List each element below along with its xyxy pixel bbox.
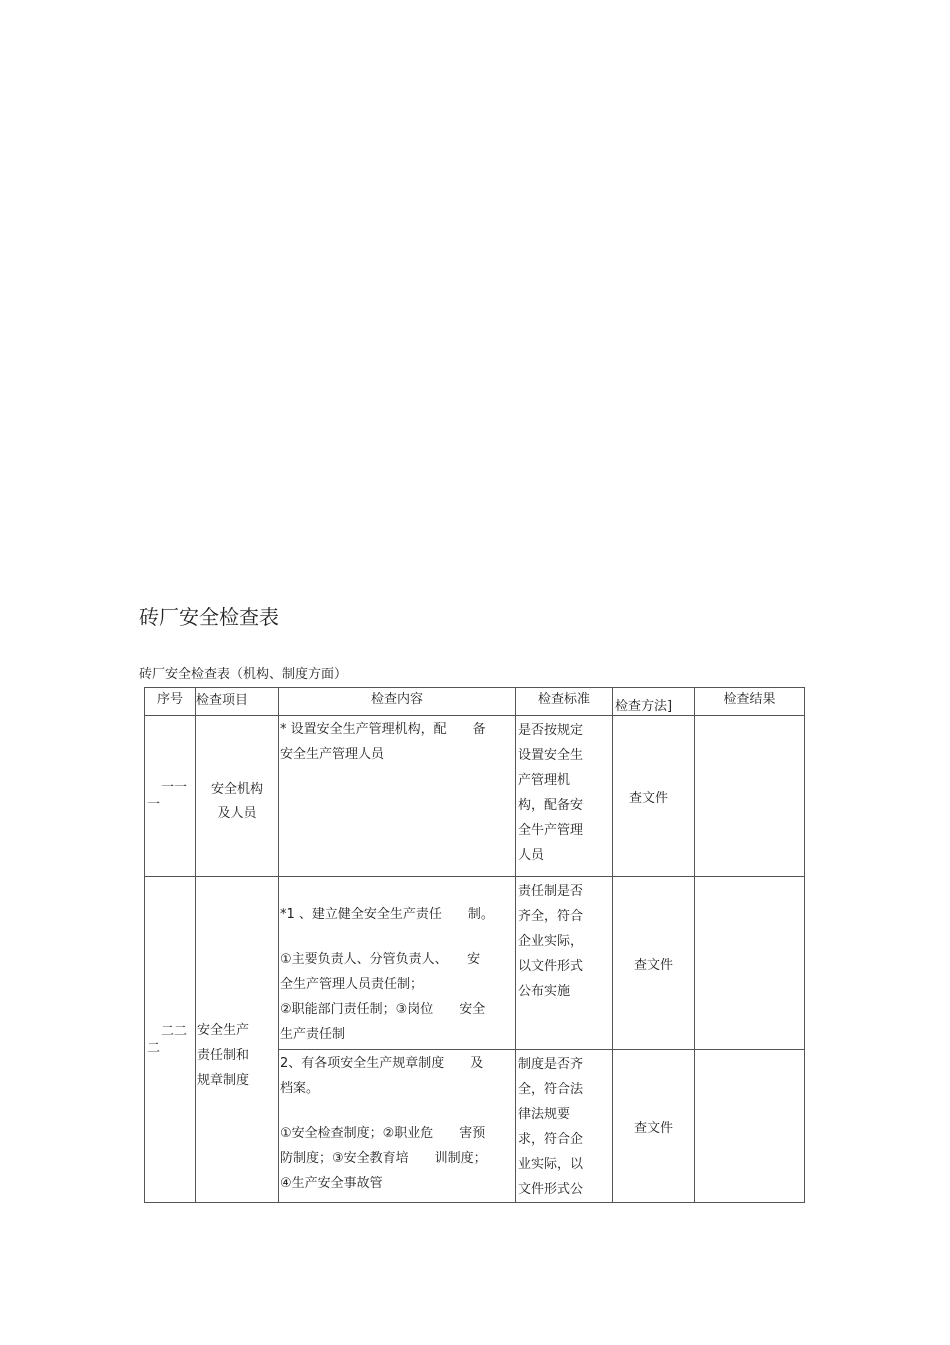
content-line: 全生产管理人员责任制； bbox=[280, 977, 424, 992]
item-line: 责任制和 bbox=[197, 1048, 250, 1063]
header-method: 检查方法] bbox=[613, 688, 695, 716]
row-method: 查文件 bbox=[613, 1050, 695, 1203]
content-line: 2、有各项安全生产规章制度 及 bbox=[280, 1056, 484, 1071]
row-seq bbox=[145, 877, 196, 1203]
table-row bbox=[145, 877, 805, 1050]
row-standard bbox=[516, 1050, 613, 1203]
standard-line: 全，符合法 bbox=[518, 1082, 584, 1097]
standard-line: 以文件形式 bbox=[518, 959, 584, 974]
standard-line: 齐全，符合 bbox=[518, 909, 584, 924]
standard-line: 是否按规定 bbox=[518, 723, 584, 738]
header-item: 检查项目 bbox=[196, 688, 279, 716]
table-row bbox=[145, 716, 805, 877]
standard-line: 全牛产管理 bbox=[518, 823, 584, 838]
table-header-row bbox=[145, 688, 805, 716]
content-line: *1 、建立健全安全生产责任 制。 bbox=[280, 907, 494, 922]
content-line: 防制度；③安全教育培 训制度； bbox=[280, 1151, 487, 1166]
content-line: ①安全检查制度；②职业危 害预 bbox=[280, 1126, 486, 1141]
standard-line: 求，符合企 bbox=[518, 1132, 584, 1147]
standard-line: 人员 bbox=[518, 848, 545, 863]
item-line: 及人员 bbox=[217, 806, 257, 821]
header-result: 检查结果 bbox=[695, 688, 805, 716]
item-line: 规章制度 bbox=[197, 1073, 250, 1088]
seq-line: 一 bbox=[147, 797, 161, 812]
header-seq: 序号 bbox=[145, 688, 196, 716]
row-method: 查文件 bbox=[613, 877, 695, 1050]
item-line: 安全生产 bbox=[197, 1023, 250, 1038]
seq-line: 二 bbox=[147, 1040, 161, 1056]
row-content bbox=[279, 877, 516, 1050]
standard-line: 文件形式公 bbox=[518, 1182, 584, 1197]
row-result bbox=[695, 1050, 805, 1203]
content-line: ④生产安全事故管 bbox=[280, 1176, 383, 1191]
standard-line: 律法规要 bbox=[518, 1107, 571, 1122]
row-method: 查文件 bbox=[613, 716, 695, 877]
safety-check-table bbox=[144, 687, 805, 1203]
row-content bbox=[279, 716, 516, 877]
content-line: 生产责任制 bbox=[280, 1027, 346, 1042]
row-result bbox=[695, 877, 805, 1050]
standard-line: 产管理机 bbox=[518, 773, 571, 788]
row-item bbox=[196, 877, 279, 1203]
standard-line: 业实际，以 bbox=[518, 1157, 584, 1172]
content-line: ①主要负责人、分管负责人、 安 bbox=[280, 952, 481, 967]
header-content: 检查内容 bbox=[279, 688, 516, 716]
standard-line: 构，配备安 bbox=[518, 798, 584, 813]
row-result bbox=[695, 716, 805, 877]
content-line: * 设置安全生产管理机构，配 备 bbox=[280, 722, 486, 737]
content-line: ②职能部门责任制；③岗位 安全 bbox=[280, 1002, 486, 1017]
seq-line: 一一 bbox=[160, 780, 187, 795]
table-caption: 砖厂安全检查表（机构、制度方面） bbox=[139, 667, 348, 682]
standard-line: 企业实际， bbox=[518, 934, 584, 949]
standard-line: 责任制是否 bbox=[518, 884, 584, 899]
row-content bbox=[279, 1050, 516, 1203]
row-standard bbox=[516, 877, 613, 1050]
row-standard bbox=[516, 716, 613, 877]
seq-line: 二二 bbox=[160, 1023, 187, 1039]
content-line: 档案。 bbox=[280, 1081, 320, 1096]
row-seq bbox=[145, 716, 196, 877]
standard-line: 制度是否齐 bbox=[518, 1057, 584, 1072]
header-standard: 检查标准 bbox=[516, 688, 613, 716]
row-item bbox=[196, 716, 279, 877]
content-line: 安全生产管理人员 bbox=[280, 747, 385, 762]
standard-line: 设置安全生 bbox=[518, 748, 584, 763]
page-title: 砖厂安全检查表 bbox=[139, 605, 279, 629]
standard-line: 公布实施 bbox=[518, 984, 571, 999]
item-line: 安全机构 bbox=[210, 782, 263, 797]
